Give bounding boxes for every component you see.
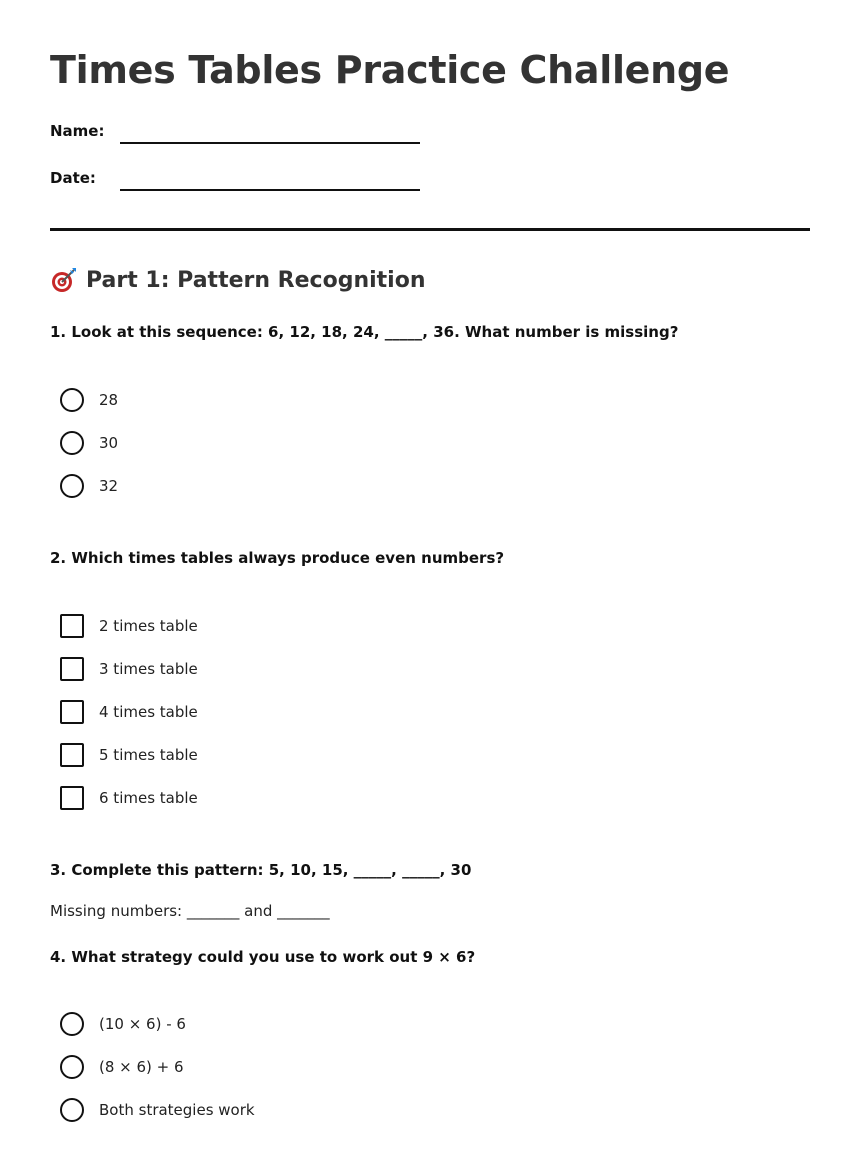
question-4: 4. What strategy could you use to work out 9 × 6?: [50, 948, 476, 966]
q1-option-1[interactable]: [60, 387, 118, 413]
q4-option-2[interactable]: [60, 1054, 184, 1080]
checkbox[interactable]: [60, 700, 84, 724]
option-label: 4 times table: [99, 703, 198, 721]
option-label: (8 × 6) + 6: [99, 1058, 184, 1076]
missing-numbers-line[interactable]: Missing numbers: _______ and _______: [50, 902, 330, 920]
header-divider: [50, 228, 810, 231]
date-input-line[interactable]: [120, 189, 420, 191]
option-label: 6 times table: [99, 789, 198, 807]
part1-heading: [50, 266, 425, 294]
checkbox[interactable]: [60, 657, 84, 681]
question-1: 1. Look at this sequence: 6, 12, 18, 24, _____, 36. What number is missing?: [50, 323, 679, 341]
q4-option-3[interactable]: [60, 1097, 255, 1123]
option-label: 28: [99, 391, 119, 409]
checkbox[interactable]: [60, 614, 84, 638]
worksheet-title: Times Tables Practice Challenge: [50, 48, 730, 92]
name-field[interactable]: [50, 118, 430, 146]
q2-option-2[interactable]: [60, 656, 198, 682]
option-label: 3 times table: [99, 660, 198, 678]
option-label: 32: [99, 477, 119, 495]
q2-option-3[interactable]: [60, 699, 198, 725]
question-2: 2. Which times tables always produce even numbers?: [50, 549, 505, 567]
name-input-line[interactable]: [120, 142, 420, 144]
question-3: 3. Complete this pattern: 5, 10, 15, _____, _____, 30: [50, 861, 472, 879]
radio-button[interactable]: [60, 1098, 84, 1122]
option-label: 30: [99, 434, 119, 452]
q2-option-4[interactable]: [60, 742, 198, 768]
radio-button[interactable]: [60, 431, 84, 455]
option-label: 5 times table: [99, 746, 198, 764]
radio-button[interactable]: [60, 474, 84, 498]
name-label: Name:: [50, 122, 105, 140]
date-field[interactable]: [50, 165, 430, 193]
option-label: 2 times table: [99, 617, 198, 635]
date-label: Date:: [50, 169, 96, 187]
checkbox[interactable]: [60, 786, 84, 810]
q1-option-2[interactable]: [60, 430, 118, 456]
checkbox[interactable]: [60, 743, 84, 767]
option-label: Both strategies work: [99, 1101, 255, 1119]
q4-option-1[interactable]: [60, 1011, 186, 1037]
q1-option-3[interactable]: [60, 473, 118, 499]
q2-option-1[interactable]: [60, 613, 198, 639]
target-icon: [50, 266, 78, 294]
option-label: (10 × 6) - 6: [99, 1015, 186, 1033]
part1-heading-text: Part 1: Pattern Recognition: [86, 267, 426, 293]
q2-option-5[interactable]: [60, 785, 198, 811]
radio-button[interactable]: [60, 1012, 84, 1036]
radio-button[interactable]: [60, 1055, 84, 1079]
radio-button[interactable]: [60, 388, 84, 412]
